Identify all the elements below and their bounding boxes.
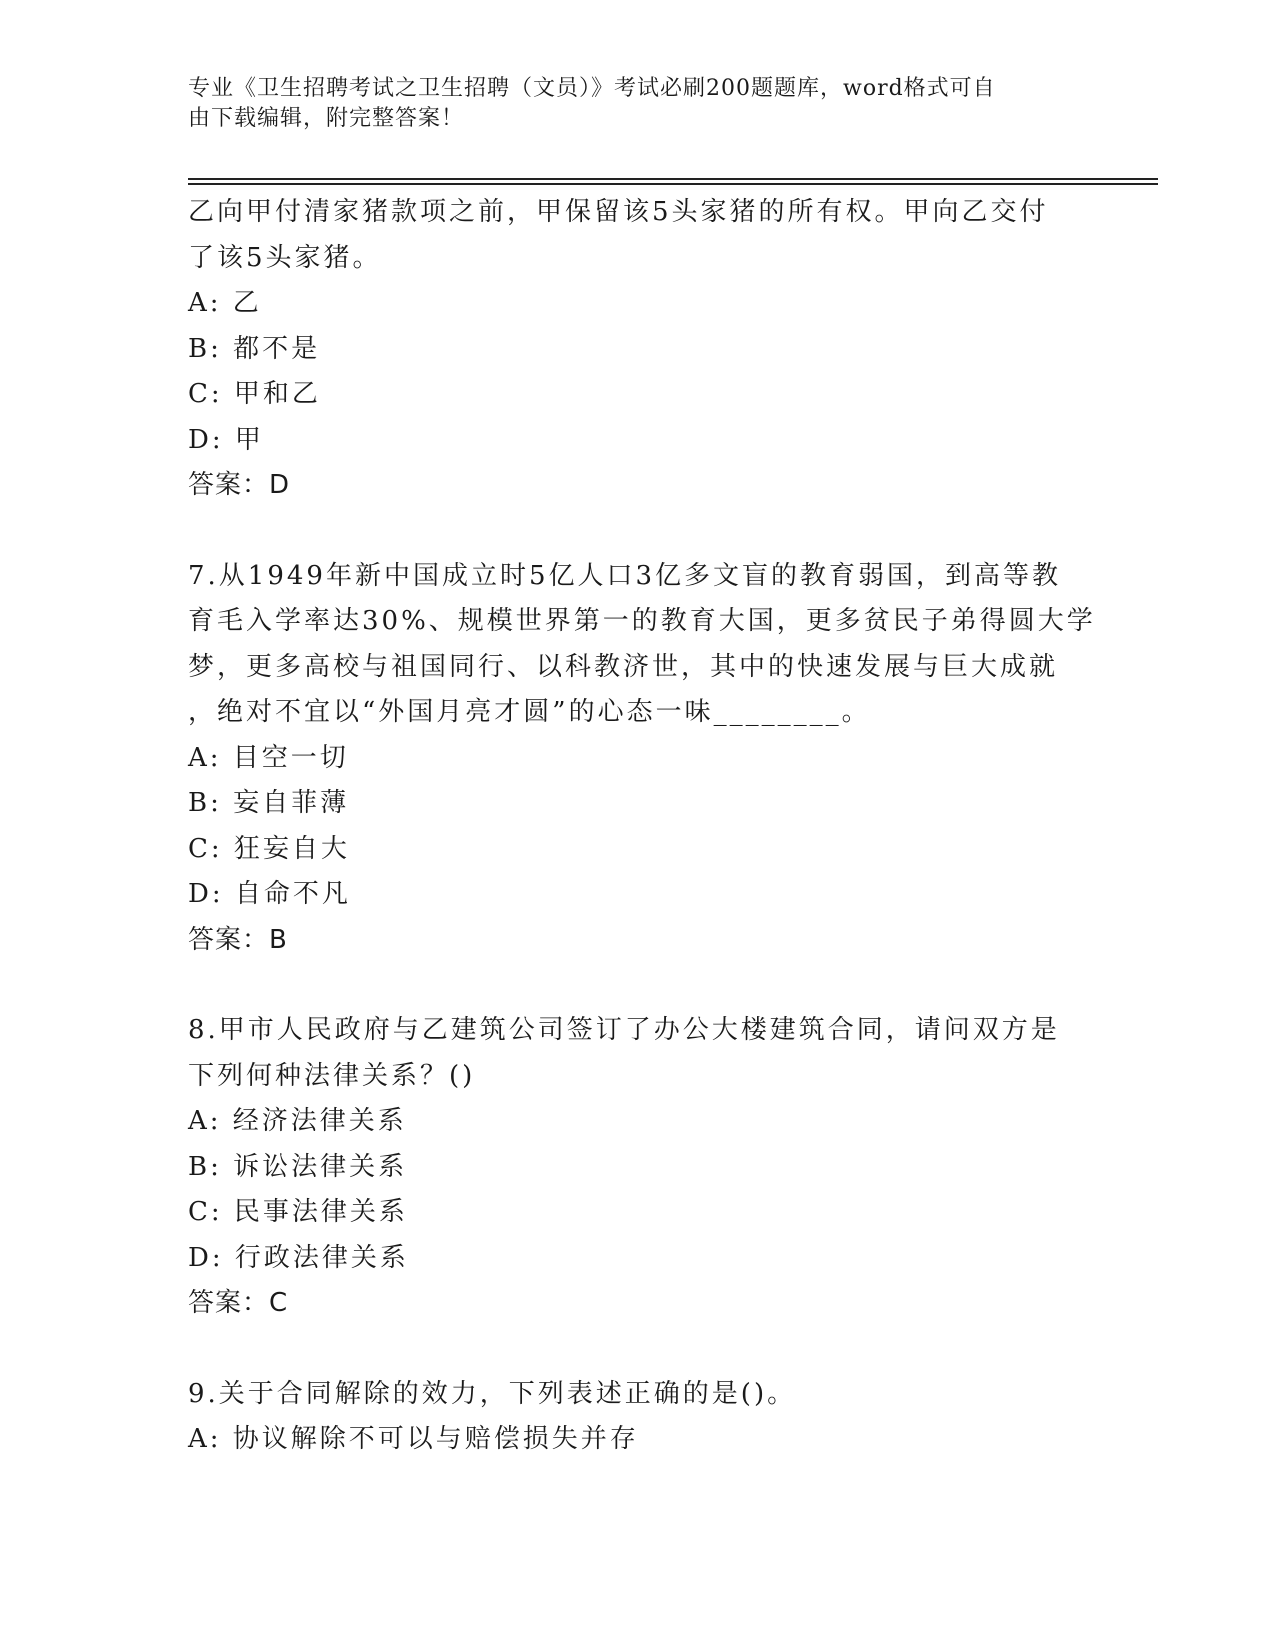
header-divider-bottom — [188, 183, 1158, 185]
answer-line: 答案：C — [188, 1288, 289, 1318]
question-7 — [188, 554, 1096, 964]
option-c: C: 狂妄自大 — [188, 833, 350, 864]
document-header — [188, 74, 1068, 134]
header-title-line-2: 由下载编辑，附完整答案！ — [188, 106, 465, 131]
question-9 — [188, 1372, 1088, 1463]
option-b: B: 妄自菲薄 — [188, 788, 350, 818]
option-c: C: 民事法律关系 — [188, 1197, 408, 1227]
option-b: B: 诉讼法律关系 — [188, 1151, 408, 1182]
question-8 — [188, 1008, 1088, 1327]
answer-line: 答案：B — [188, 924, 288, 955]
option-a: A: 协议解除不可以与赔偿损失并存 — [188, 1424, 639, 1454]
option-b: B: 都不是 — [188, 333, 321, 364]
option-d: D: 甲 — [188, 424, 264, 455]
header-title-line-1: 专业《卫生招聘考试之卫生招聘（文员）》考试必刷200题题库，word格式可自 — [188, 76, 996, 101]
question-stem-line: 8.甲市人民政府与乙建筑公司签订了办公大楼建筑合同，请问双方是 — [188, 1015, 1060, 1045]
option-a: A: 经济法律关系 — [188, 1106, 407, 1136]
header-divider-top — [188, 178, 1158, 180]
question-stem-line: 乙向甲付清家猪款项之前，甲保留该5头家猪的所有权。甲向乙交付 — [188, 197, 1049, 227]
question-stem-line: 下列何种法律关系？() — [188, 1060, 476, 1091]
document-body — [188, 190, 1096, 1463]
question-6 — [188, 190, 1088, 509]
question-stem-line: ，绝对不宜以“外国月亮才圆”的心态一味________。 — [188, 697, 871, 727]
question-stem-line: 7.从1949年新中国成立时5亿人口3亿多文盲的教育弱国，到高等教 — [188, 560, 1062, 591]
option-a: A: 目空一切 — [188, 742, 349, 773]
spacer — [188, 509, 1088, 554]
option-a: A: 乙 — [188, 288, 262, 318]
option-c: C: 甲和乙 — [188, 379, 321, 409]
option-d: D: 自命不凡 — [188, 879, 351, 909]
question-stem-line: 育毛入学率达30%、规模世界第一的教育大国，更多贫民子弟得圆大学 — [188, 606, 1096, 636]
spacer — [188, 1327, 1088, 1372]
option-d: D: 行政法律关系 — [188, 1242, 409, 1273]
question-stem-line: 9.关于合同解除的效力，下列表述正确的是()。 — [188, 1378, 797, 1409]
question-stem-line: 了该5头家猪。 — [188, 242, 382, 273]
spacer — [188, 963, 1088, 1008]
question-stem-line: 梦，更多高校与祖国同行、以科教济世，其中的快速发展与巨大成就 — [188, 651, 1059, 682]
answer-line: 答案：D — [188, 470, 291, 500]
